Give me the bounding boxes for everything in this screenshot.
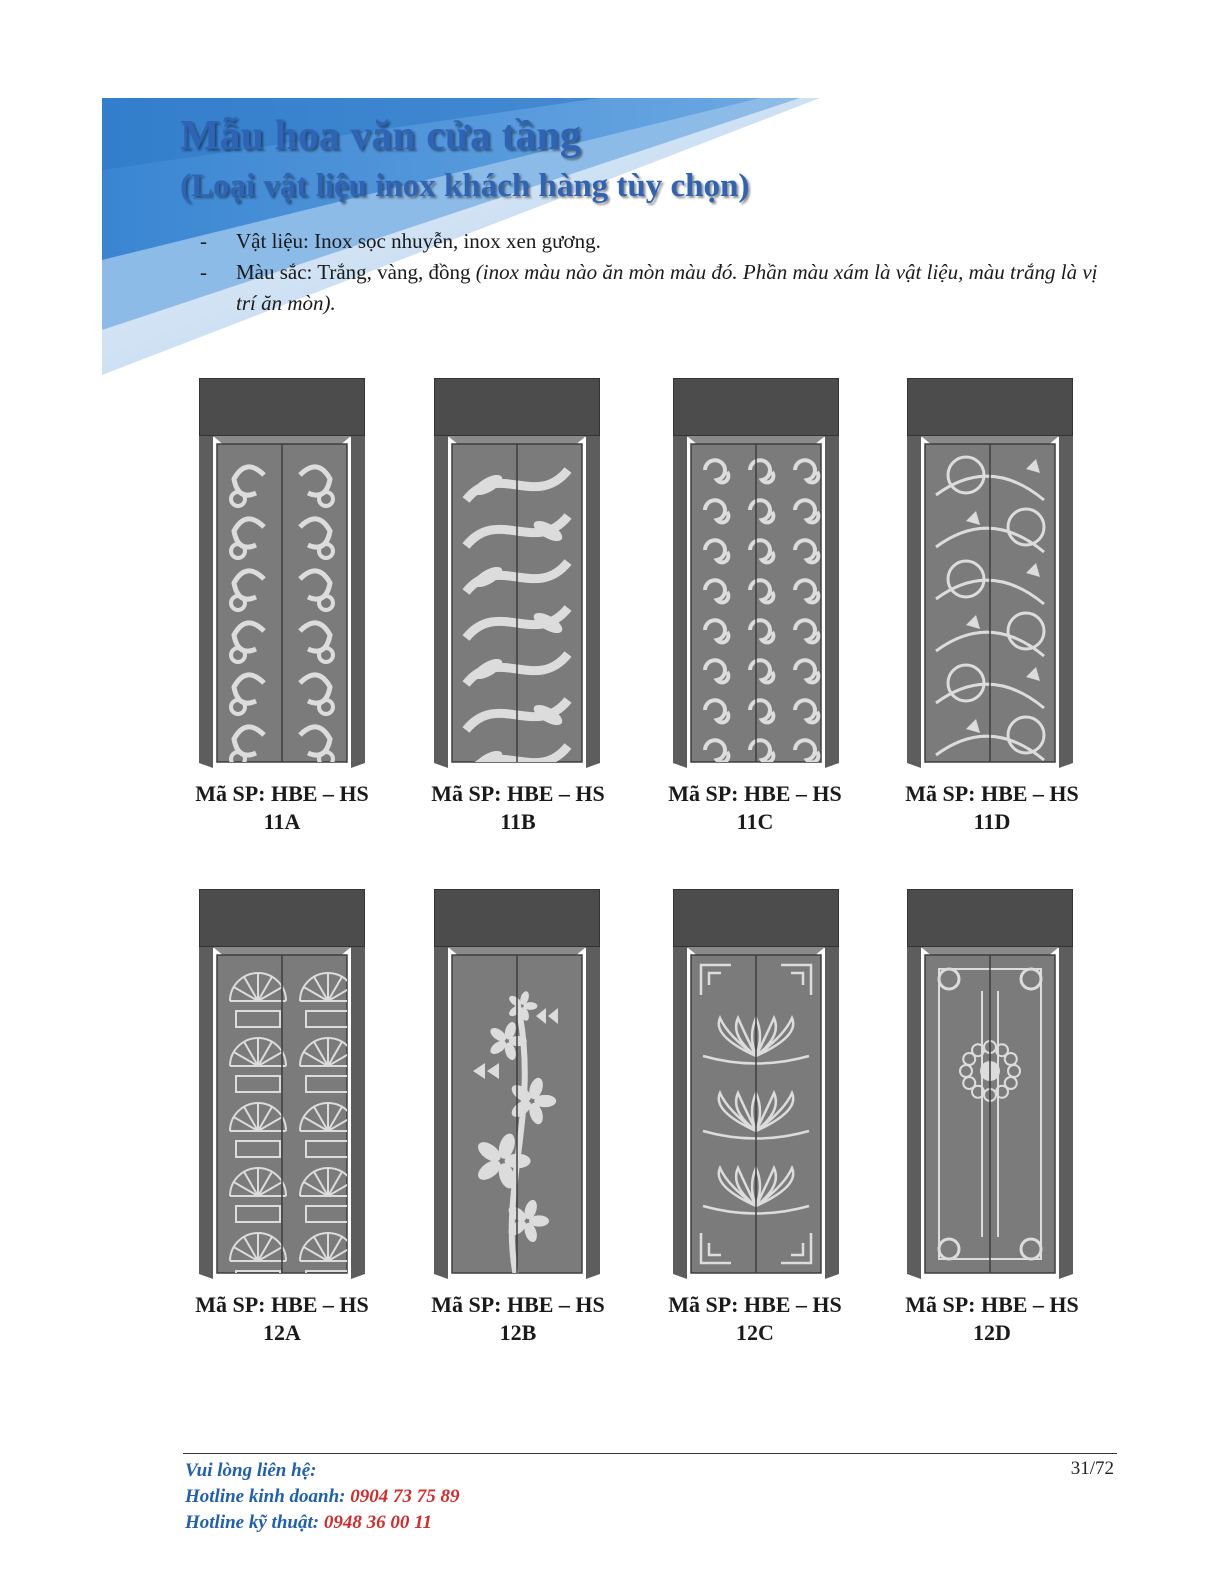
product-caption-12a: Mã SP: HBE – HS 12A [195,1292,369,1345]
product-caption-11a: Mã SP: HBE – HS 11A [195,781,369,834]
sales-hotline: Hotline kinh doanh: 0904 73 75 89 [185,1486,460,1507]
door-svg [434,889,600,1279]
product-caption-11c: Mã SP: HBE – HS 11C [668,781,842,834]
product-caption-11d: Mã SP: HBE – HS 11D [905,781,1079,834]
spec-color: - Màu sắc: Trắng, vàng, đồng (inox màu nào ăn mòn màu đó. Phần màu xám là vật liệu, màu trắng là vị trí ăn mòn). [200,260,1098,315]
door-svg [199,378,365,768]
product-caption-12c: Mã SP: HBE – HS 12C [668,1292,842,1345]
tech-number[interactable]: 0948 36 00 11 [323,1512,433,1533]
door-image-12b [434,889,600,1279]
door-svg [673,889,839,1279]
door-image-11c [673,378,839,768]
door-svg [907,378,1073,768]
door-image-12c [673,889,839,1279]
door-svg [199,889,365,1279]
tech-hotline: Hotline kỹ thuật: 0948 36 00 11 [185,1512,433,1533]
sales-number[interactable]: 0904 73 75 89 [350,1486,460,1507]
footer-divider [183,1453,1117,1454]
spec-material: - Vật liệu: Inox sọc nhuyễn, inox xen gương. [200,229,601,253]
product-caption-11b: Mã SP: HBE – HS 11B [431,781,605,834]
spec-list [200,226,1120,319]
page-number: 31/72 [1070,1458,1114,1479]
contact-label: Vui lòng liên hệ: [185,1460,317,1481]
contact-block [185,1458,460,1536]
door-image-11b [434,378,600,768]
door-svg [673,378,839,768]
page-subtitle: (Loại vật liệu inox khách hàng tùy chọn) [180,168,750,204]
door-image-12d [907,889,1073,1279]
page-title: Mẫu hoa văn cửa tầng [180,113,581,159]
door-image-11a [199,378,365,768]
product-caption-12b: Mã SP: HBE – HS 12B [431,1292,605,1345]
door-image-11d [907,378,1073,768]
door-svg [434,378,600,768]
door-image-12a [199,889,365,1279]
product-caption-12d: Mã SP: HBE – HS 12D [905,1292,1079,1345]
door-svg [907,889,1073,1279]
